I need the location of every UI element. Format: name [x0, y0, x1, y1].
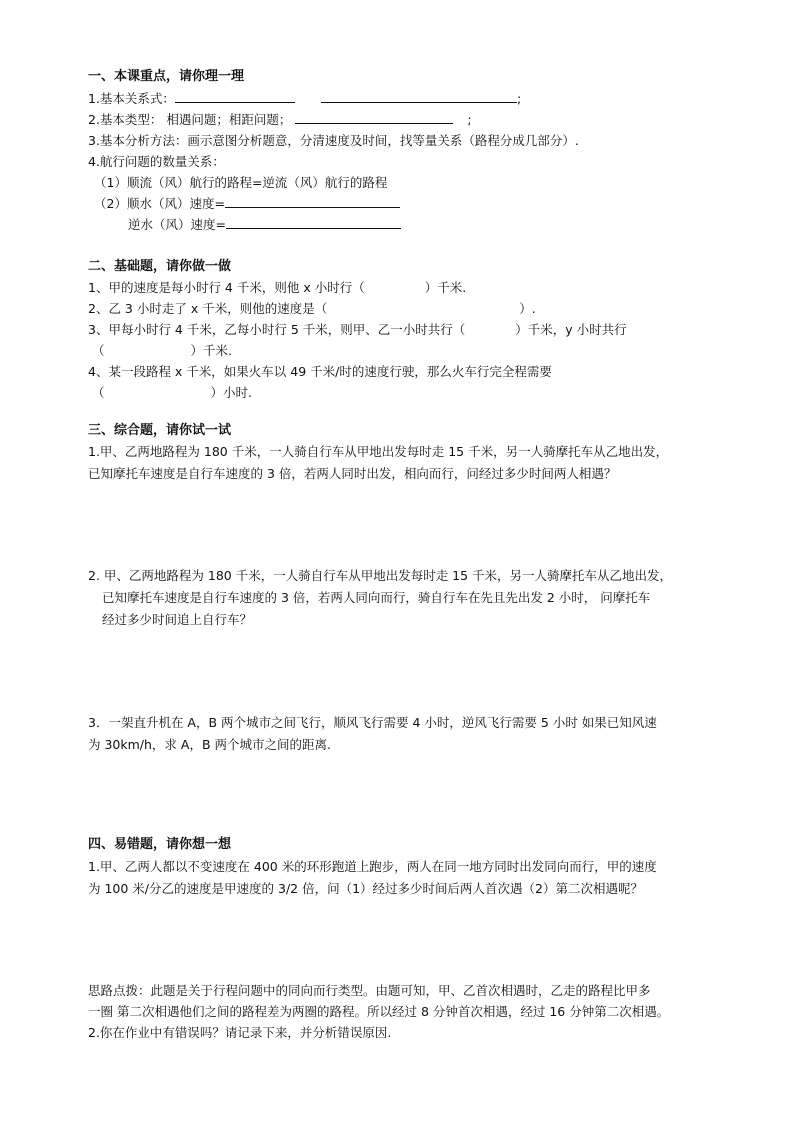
s1-l2-text: 2.基本类型： 相遇问题；相距问题； — [88, 112, 292, 127]
s1-l7-text: 逆水（风）速度= — [128, 217, 226, 232]
blank-line — [367, 109, 453, 124]
s1-line-6 — [94, 193, 400, 214]
s1-l1-text: 1.基本关系式： — [88, 91, 175, 106]
blank-line — [225, 193, 400, 208]
s2-q1 — [88, 277, 466, 298]
s4-hint-line-1: 思路点拨：此题是关于行程问题中的同向而行类型。由题可知，甲、乙首次相遇时，乙走的路程比甲多 — [88, 983, 651, 998]
blank-line — [449, 88, 517, 103]
s1-l1-end: ; — [516, 91, 522, 106]
s2-q3-cont — [92, 340, 232, 361]
section-1-heading: 一、本课重点，请你理一理 — [88, 69, 245, 84]
s4-p2: 2.你在作业中有错误吗？请记录下来，并分析错误原因. — [88, 1025, 392, 1040]
s3-p2-line-3: 经过多少时间追上自行车？ — [102, 612, 253, 627]
s1-line-2 — [88, 109, 472, 130]
s1-l6-text: （2）顺水（风）速度= — [94, 196, 225, 211]
section-4-heading: 四、易错题，请你想一想 — [88, 837, 232, 852]
s2-q3-text: 3、甲每小时行 4 千米，乙每小时行 5 千米，则甲、乙一小时共行（ — [88, 322, 466, 337]
s3-p3-line-1: 3．一架直升机在 A，B 两个城市之间飞行，顺风飞行需要 4 小时，逆风飞行需要 5 小时 如果已知风速 — [88, 715, 657, 730]
s3-p2-line-2: 已知摩托车速度是自行车速度的 3 倍，若两人同向而行，骑自行车在先且先出发 2 小时， 问摩托车 — [102, 590, 651, 605]
s2-q3 — [88, 319, 627, 340]
s2-q2 — [88, 298, 536, 319]
s2-q1-end: ）千米. — [424, 280, 467, 295]
s3-p1-line-1: 1.甲、乙两地路程为 180 千米，一人骑自行车从甲地出发每时走 15 千米，另一人骑摩托车从乙地出发， — [88, 444, 669, 459]
s2-q2-text: 2、乙 3 小时走了 x 千米，则他的速度是（ — [88, 301, 328, 316]
s2-q3-end: ）千米. — [190, 343, 232, 358]
s1-line-4: 4.航行问题的数量关系： — [88, 154, 225, 169]
blank-line — [295, 109, 367, 124]
s2-q1-text: 1、甲的速度是每小时行 4 千米，则他 x 小时行（ — [88, 280, 365, 295]
s4-p1-line-1: 1.甲、乙两人都以不变速度在 400 米的环形跑道上跑步，两人在同一地方同时出发同向而行，甲的速度 — [88, 859, 657, 874]
s3-p1-line-2: 已知摩托车速度是自行车速度的 3 倍，若两人同时出发，相向而行，问经过多少时间两人相遇？ — [88, 466, 617, 481]
s4-hint-line-2: 一圈 第二次相遇他们之间的路程差为两圈的路程。所以经过 8 分钟首次相遇，经过 16 分钟第二次相遇。 — [88, 1004, 670, 1019]
section-3-heading: 三、综合题，请你试一试 — [88, 423, 232, 438]
s1-line-3: 3.基本分析方法：画示意图分析题意，分清速度及时间，找等量关系（路程分成几部分）. — [88, 133, 579, 148]
s3-p2-line-1: 2. 甲、乙两地路程为 180 千米，一人骑自行车从甲地出发每时走 15 千米，另一人骑摩托车从乙地出发， — [88, 568, 673, 583]
s2-q3-paren: （ — [92, 343, 105, 358]
s4-p1-line-2: 为 100 米/分乙的速度是甲速度的 3/2 倍，问（1）经过多少时间后两人首次遇（2）第二次相遇呢？ — [88, 881, 643, 896]
blank-line — [175, 88, 295, 103]
s3-p3-line-2: 为 30km/h，求 A，B 两个城市之间的距离. — [88, 737, 331, 752]
blank-line — [321, 88, 449, 103]
s2-q4-paren: （ — [92, 385, 105, 400]
s2-q2-end: ）. — [519, 301, 536, 316]
section-2-heading: 二、基础题，请你做一做 — [88, 259, 232, 274]
s1-line-7 — [128, 214, 401, 235]
s2-q4-cont — [92, 382, 252, 403]
blank-line — [226, 214, 401, 229]
s2-q3-mid: ）千米，y 小时共行 — [515, 322, 627, 337]
s1-line-1 — [88, 88, 521, 109]
s2-q4: 4、某一段路程 x 千米，如果火车以 49 千米/时的速度行驶，那么火车行完全程需要 — [88, 364, 552, 379]
s2-q4-end: ）小时. — [210, 385, 252, 400]
s1-l2-end: ; — [467, 112, 472, 127]
s1-line-5: （1）顺流（风）航行的路程=逆流（风）航行的路程 — [94, 175, 388, 190]
